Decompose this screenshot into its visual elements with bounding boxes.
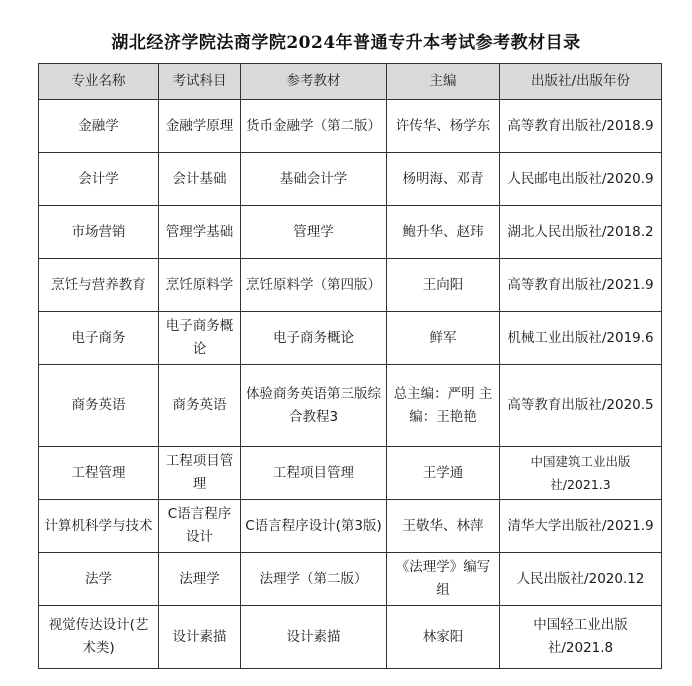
cell-publisher: 清华大学出版社/2021.9 bbox=[500, 500, 662, 553]
cell-editor: 许传华、杨学东 bbox=[387, 100, 500, 153]
cell-editor: 《法理学》编写组 bbox=[387, 553, 500, 606]
cell-major: 烹饪与营养教育 bbox=[39, 259, 159, 312]
cell-subject: C语言程序设计 bbox=[159, 500, 241, 553]
cell-textbook: 电子商务概论 bbox=[241, 312, 387, 365]
cell-textbook: 基础会计学 bbox=[241, 153, 387, 206]
cell-major: 金融学 bbox=[39, 100, 159, 153]
cell-editor: 林家阳 bbox=[387, 606, 500, 669]
cell-major: 会计学 bbox=[39, 153, 159, 206]
table-row bbox=[39, 447, 662, 500]
cell-textbook: 体验商务英语第三版综合教程3 bbox=[241, 365, 387, 447]
cell-textbook: 法理学（第二版） bbox=[241, 553, 387, 606]
table-row bbox=[39, 606, 662, 669]
cell-textbook: 工程项目管理 bbox=[241, 447, 387, 500]
cell-textbook: 货币金融学（第二版） bbox=[241, 100, 387, 153]
cell-textbook: 管理学 bbox=[241, 206, 387, 259]
cell-publisher: 高等教育出版社/2020.5 bbox=[500, 365, 662, 447]
header-subject: 考试科目 bbox=[159, 64, 241, 100]
cell-publisher: 人民出版社/2020.12 bbox=[500, 553, 662, 606]
cell-editor: 总主编：严明 主编：王艳艳 bbox=[387, 365, 500, 447]
header-publisher: 出版社/出版年份 bbox=[500, 64, 662, 100]
cell-publisher: 高等教育出版社/2018.9 bbox=[500, 100, 662, 153]
cell-major: 计算机科学与技术 bbox=[39, 500, 159, 553]
cell-subject: 烹饪原料学 bbox=[159, 259, 241, 312]
cell-subject: 法理学 bbox=[159, 553, 241, 606]
cell-major: 工程管理 bbox=[39, 447, 159, 500]
page-title: 湖北经济学院法商学院2024年普通专升本考试参考教材目录 bbox=[111, 33, 581, 53]
cell-publisher: 中国建筑工业出版社/2021.3 bbox=[500, 447, 662, 500]
cell-major: 法学 bbox=[39, 553, 159, 606]
cell-subject: 金融学原理 bbox=[159, 100, 241, 153]
cell-publisher: 高等教育出版社/2021.9 bbox=[500, 259, 662, 312]
cell-publisher: 机械工业出版社/2019.6 bbox=[500, 312, 662, 365]
cell-editor: 王学通 bbox=[387, 447, 500, 500]
table-row bbox=[39, 259, 662, 312]
cell-textbook: 设计素描 bbox=[241, 606, 387, 669]
cell-textbook: C语言程序设计(第3版) bbox=[241, 500, 387, 553]
table-row bbox=[39, 153, 662, 206]
cell-editor: 杨明海、邓青 bbox=[387, 153, 500, 206]
table-row bbox=[39, 553, 662, 606]
cell-major: 市场营销 bbox=[39, 206, 159, 259]
textbook-table bbox=[38, 63, 662, 669]
cell-publisher: 人民邮电出版社/2020.9 bbox=[500, 153, 662, 206]
table-row bbox=[39, 206, 662, 259]
cell-subject: 会计基础 bbox=[159, 153, 241, 206]
table-row bbox=[39, 312, 662, 365]
cell-editor: 王敬华、林萍 bbox=[387, 500, 500, 553]
cell-publisher: 中国轻工业出版社/2021.8 bbox=[500, 606, 662, 669]
cell-subject: 工程项目管理 bbox=[159, 447, 241, 500]
cell-publisher: 湖北人民出版社/2018.2 bbox=[500, 206, 662, 259]
cell-editor: 王向阳 bbox=[387, 259, 500, 312]
cell-editor: 鲍升华、赵玮 bbox=[387, 206, 500, 259]
cell-major: 电子商务 bbox=[39, 312, 159, 365]
cell-subject: 设计素描 bbox=[159, 606, 241, 669]
header-editor: 主编 bbox=[387, 64, 500, 100]
header-major: 专业名称 bbox=[39, 64, 159, 100]
cell-editor: 鲜军 bbox=[387, 312, 500, 365]
table-header-row bbox=[39, 64, 662, 100]
table-row bbox=[39, 500, 662, 553]
cell-subject: 商务英语 bbox=[159, 365, 241, 447]
cell-major: 商务英语 bbox=[39, 365, 159, 447]
cell-subject: 电子商务概论 bbox=[159, 312, 241, 365]
header-textbook: 参考教材 bbox=[241, 64, 387, 100]
table-row bbox=[39, 100, 662, 153]
cell-textbook: 烹饪原料学（第四版） bbox=[241, 259, 387, 312]
cell-subject: 管理学基础 bbox=[159, 206, 241, 259]
cell-major: 视觉传达设计(艺术类) bbox=[39, 606, 159, 669]
table-row bbox=[39, 365, 662, 447]
